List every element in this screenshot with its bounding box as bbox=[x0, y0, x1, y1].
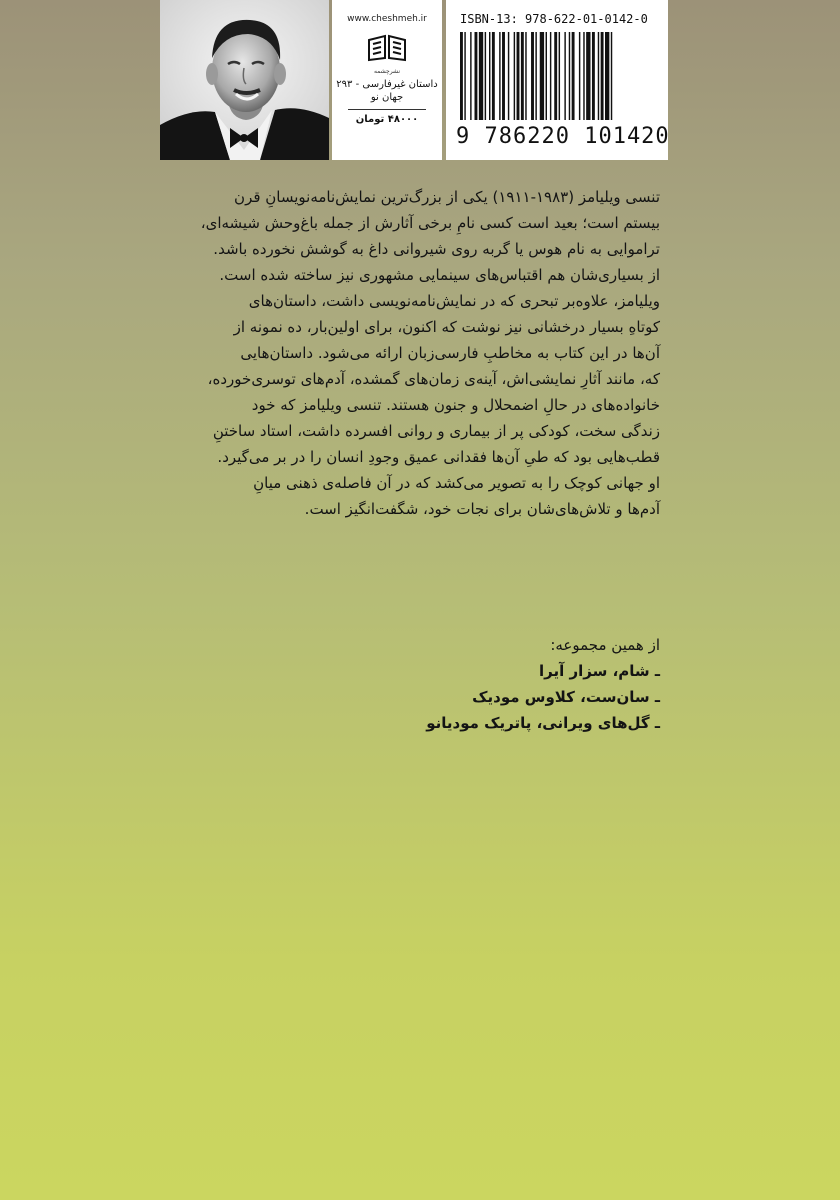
description-line: قطب‌هایی بود که طیِ آن‌ها فقدانی عمیق وجودِ انسان را در بر می‌گیرد. bbox=[217, 448, 660, 466]
isbn-digits: 9 786220 101420 bbox=[456, 124, 670, 149]
description-line: زندگی سخت، کودکی پر از بیماری و روانی افسرده داشت، استاد ساختنِ bbox=[212, 422, 660, 440]
series-heading: از همین مجموعه: bbox=[550, 636, 660, 654]
price-label: ۴۸۰۰۰ تومان bbox=[355, 114, 419, 125]
description-line: از بسیاری‌شان هم اقتباس‌های سینمایی مشهوری نیز ساخته شده است. bbox=[219, 266, 660, 284]
description-line: آن‌ها در این کتاب به مخاطبِ فارسی‌زبان ارائه می‌شود. داستان‌هایی bbox=[240, 344, 660, 362]
publisher-divider bbox=[348, 109, 426, 110]
series-name-label: جهان نو bbox=[370, 92, 404, 103]
publisher-url[interactable]: www.cheshmeh.ir bbox=[347, 14, 427, 24]
description-line: تراموایی به نام هوس یا گربه روی شیروانی داغ به گوشش نخورده باشد. bbox=[213, 240, 660, 258]
author-portrait-image bbox=[160, 0, 329, 160]
barcode-block bbox=[446, 0, 668, 160]
series-list-item: ـ سان‌ست، کلاوس مودیک bbox=[472, 688, 660, 706]
series-list-item: ـ شام، سزار آیرا bbox=[539, 662, 660, 680]
isbn-text: ISBN-13: 978-622-01-0142-0 bbox=[460, 12, 648, 26]
description-line: که، مانند آثارِ نمایشی‌اش، آینه‌ی زمان‌های گمشده، آدم‌های توسری‌خورده، bbox=[207, 370, 660, 388]
description-line: بیستم است؛ بعید است کسی نامِ برخی آثارش از جمله باغ‌وحش شیشه‌ای، bbox=[200, 214, 660, 232]
description-line: خانواده‌های در حالِ اضمحلال و جنون هستند. تنسی ویلیامز که خود bbox=[251, 396, 660, 414]
publisher-logo-icon bbox=[367, 34, 407, 62]
description-line: آدم‌ها و تلاش‌های‌شان برای نجات خود، شگفت‌انگیز است. bbox=[304, 500, 660, 518]
description-line: تنسی ویلیامز (۱۹۸۳-۱۹۱۱) یکی از بزرگ‌ترین نمایش‌نامه‌نویسانِ قرن bbox=[234, 188, 660, 206]
same-series-list bbox=[160, 632, 660, 736]
description-line: او جهانی کوچک را به تصویر می‌کشد که در آن فاصله‌ی ذهنی میانِ bbox=[253, 474, 660, 492]
barcode-icon bbox=[460, 32, 654, 120]
book-description bbox=[160, 184, 660, 522]
publisher-name-label: نشرچشمه bbox=[373, 68, 401, 75]
author-photo bbox=[160, 0, 329, 160]
description-line: کوتاهِ بسیار درخشانی نیز نوشت که اکنون، برای اولین‌بار، ده نمونه از bbox=[233, 318, 660, 336]
publisher-block bbox=[332, 0, 442, 160]
series-list-item: ـ گل‌های ویرانی، پاتریک مودیانو bbox=[426, 714, 660, 732]
description-line: ویلیامز، علاوه‌بر تبحری که در نمایش‌نامه‌نویسی داشت، داستان‌های bbox=[248, 292, 660, 310]
series-number-label: داستان غیرفارسی - ۲۹۳ bbox=[336, 79, 438, 90]
